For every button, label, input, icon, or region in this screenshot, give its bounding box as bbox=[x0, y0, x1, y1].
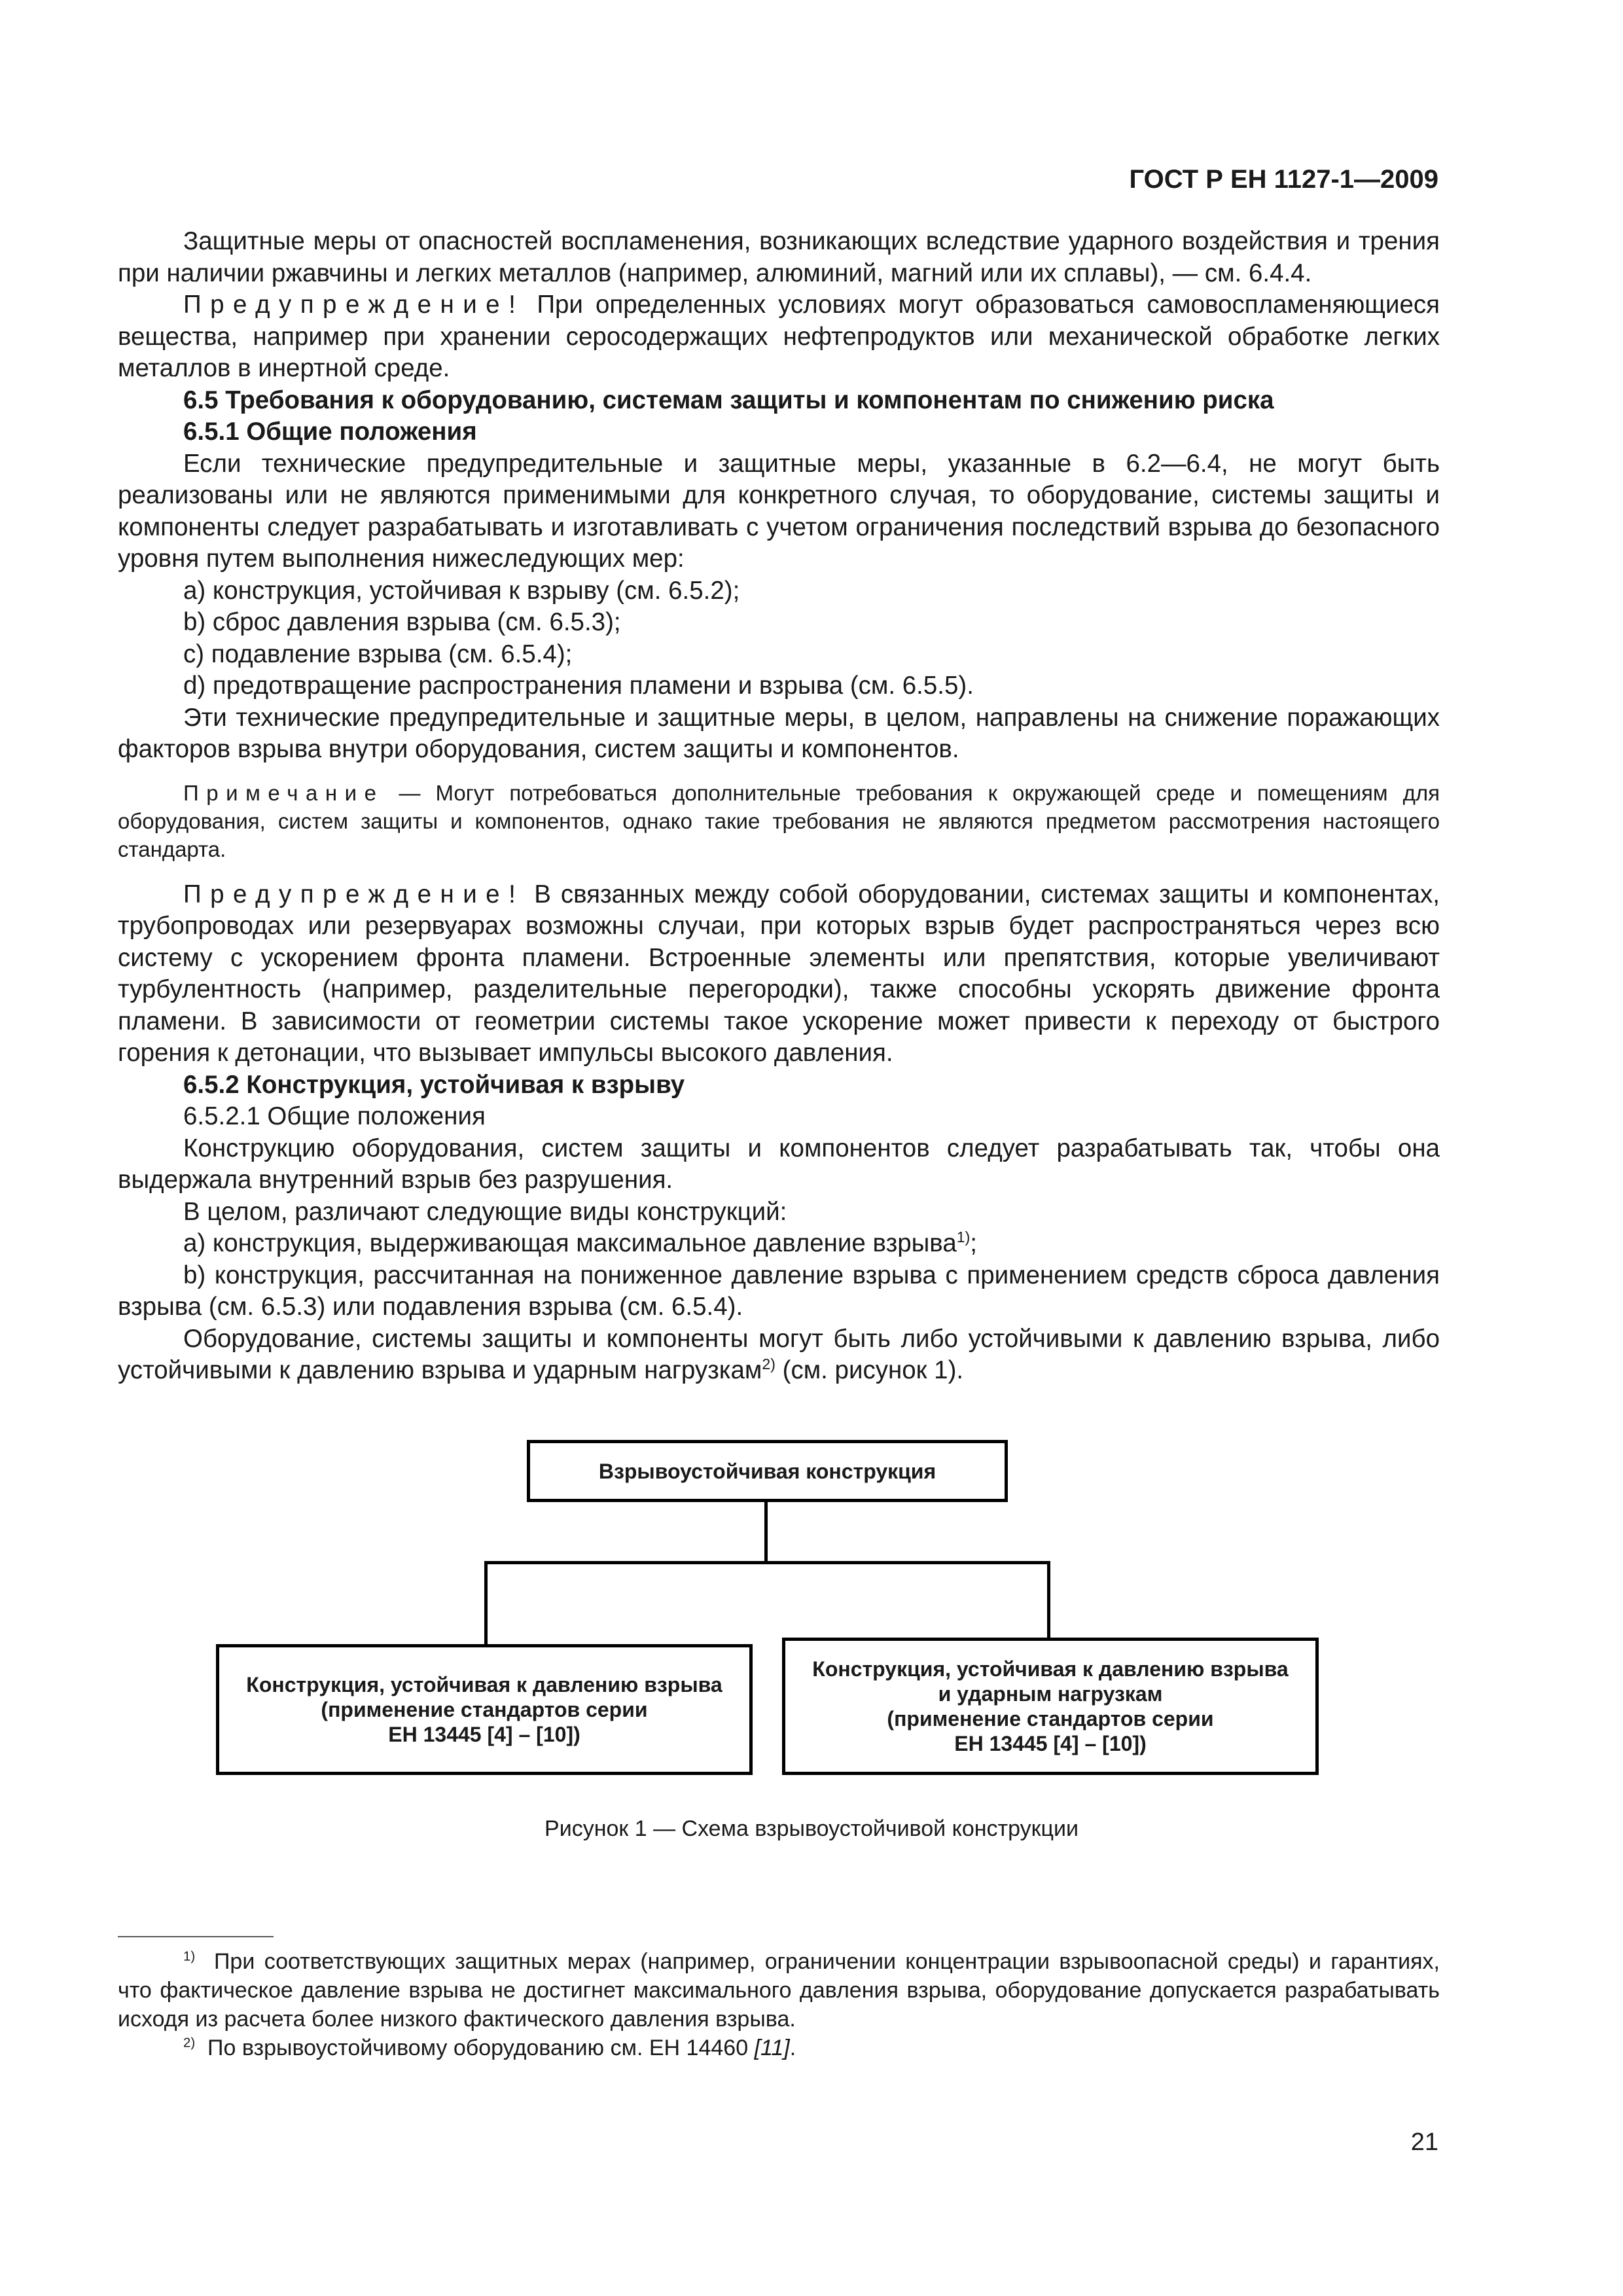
warning-text: В связанных между собой оборудовании, системах защиты и компонентах, трубопроводах или резервуарах возможны случаи, при которых взрыв будет распространяться через всю систему с ускорением фронта пламени. Встроенные элементы или препятствия, которые увеличивают турбулентность (например, разделительные перегородки), также способны ускорять движение фронта пламени. В зависимости от геометрии системы такое ускорение может привести к переходу от быстрого горения к детонации, что вызывает импульсы высокого давления. bbox=[118, 880, 1440, 1067]
diagram-top-box bbox=[527, 1440, 1008, 1502]
warning-paragraph bbox=[118, 879, 1440, 1069]
warning-label: Предупреждение! bbox=[183, 291, 525, 319]
diagram-left-label: Конструкция, устойчивая к давлению взрыва (применение стандартов серии ЕН 13445 [4] – [10]) bbox=[246, 1673, 722, 1746]
footnote-ref: 1) bbox=[956, 1229, 971, 1246]
list-item: d) предотвращение распространения пламени и взрыва (см. 6.5.5). bbox=[183, 672, 974, 700]
footnote-ref: 2) bbox=[762, 1355, 776, 1373]
footnote-text-end: . bbox=[789, 2036, 796, 2060]
document-body bbox=[118, 226, 1440, 1387]
list-item: c) подавление взрыва (см. 6.5.4); bbox=[183, 639, 573, 668]
note-paragraph bbox=[118, 779, 1440, 863]
footnote bbox=[118, 1947, 1440, 2034]
paragraph-text-end: (см. рисунок 1). bbox=[775, 1356, 964, 1384]
figure-caption: Рисунок 1 — Схема взрывоустойчивой конструкции bbox=[544, 1816, 1079, 1841]
section-heading: 6.5 Требования к оборудованию, системам защиты и компонентам по снижению риска bbox=[183, 386, 1274, 414]
warning-label: Предупреждение! bbox=[183, 880, 525, 908]
subsection-heading: 6.5.1 Общие положения bbox=[183, 418, 477, 446]
footnotes bbox=[118, 1947, 1440, 2062]
paragraph: Если технические предупредительные и защитные меры, указанные в 6.2—6.4, не могут быть реализованы или не являются применимыми для конкретного случая, то оборудование, системы защиты и компоненты следует разрабатывать и изготавливать с учетом ограничения последствий взрыва до безопасного уровня путем выполнения нижеследующих мер: bbox=[118, 449, 1440, 573]
warning-text: При определенных условиях могут образоваться самовоспламеняющиеся вещества, например при хранении серосодержащих нефтепродуктов или механической обработке легких металлов в инертной среде. bbox=[118, 291, 1440, 382]
footnote-text: По взрывоустойчивому оборудованию см. ЕН 14460 bbox=[207, 2036, 755, 2060]
note-label: Примечание bbox=[183, 780, 384, 805]
paragraph-text: Оборудование, системы защиты и компоненты могут быть либо устойчивыми к давлению взрыва, либо устойчивыми к давлению взрыва и ударным нагрузкам bbox=[118, 1324, 1440, 1384]
diagram-left-box bbox=[216, 1644, 753, 1775]
diagram-right-label: Конструкция, устойчивая к давлению взрыва и ударным нагрузкам (применение стандартов серии ЕН 13445 [4] – [10]) bbox=[812, 1657, 1289, 1755]
figure-diagram bbox=[0, 1440, 1623, 1780]
connector-line bbox=[764, 1502, 768, 1564]
footnote-mark: 2) bbox=[183, 2036, 196, 2051]
list-item bbox=[118, 1228, 1440, 1260]
note-text: — Могут потребоваться дополнительные требования к окружающей среде и помещениям для оборудования, систем защиты и компонентов, однако такие требования не являются предметом рассмотрения настоящего стандарта. bbox=[118, 780, 1440, 861]
footnote-separator bbox=[118, 1936, 274, 1937]
list-item-text: a) конструкция, выдерживающая максимальное давление взрыва bbox=[183, 1229, 957, 1257]
footnote-mark: 1) bbox=[183, 1949, 196, 1964]
paragraph: Эти технические предупредительные и защитные меры, в целом, направлены на снижение поражающих факторов взрыва внутри оборудования, систем защиты и компонентов. bbox=[118, 703, 1440, 763]
page-number: 21 bbox=[1410, 2128, 1438, 2156]
paragraph: Конструкцию оборудования, систем защиты и компонентов следует разрабатывать так, чтобы она выдержала внутренний взрыв без разрушения. bbox=[118, 1134, 1440, 1194]
connector-line bbox=[1047, 1561, 1050, 1640]
footnote-text: При соответствующих защитных мерах (например, ограничении концентрации взрывоопасной среды) и гарантиях, что фактическое давление взрыва не достигнет максимального давления взрыва, оборудование допускается разрабатывать исходя из расчета более низкого фактического давления взрыва. bbox=[118, 1949, 1440, 2032]
paragraph bbox=[118, 1323, 1440, 1387]
subsection-heading: 6.5.2 Конструкция, устойчивая к взрыву bbox=[183, 1070, 685, 1099]
list-item: b) сброс давления взрыва (см. 6.5.3); bbox=[183, 608, 621, 636]
diagram-right-box bbox=[782, 1638, 1319, 1775]
list-item: b) конструкция, рассчитанная на пониженное давление взрыва с применением средств сброса давления взрыва (см. 6.5.3) или подавления взрыва (см. 6.5.4). bbox=[118, 1261, 1440, 1321]
paragraph: Защитные меры от опасностей воспламенения, возникающих вследствие ударного воздействия и трения при наличии ржавчины и легких металлов (например, алюминий, магний или их сплавы), — см. 6.4.4. bbox=[118, 227, 1440, 287]
connector-line bbox=[484, 1561, 1050, 1564]
list-item-end: ; bbox=[970, 1229, 977, 1257]
list-item: a) конструкция, устойчивая к взрыву (см. 6.5.2); bbox=[183, 576, 740, 605]
subsubsection-heading: 6.5.2.1 Общие положения bbox=[183, 1102, 486, 1130]
diagram-top-label: Взрывоустойчивая конструкция bbox=[598, 1459, 936, 1483]
warning-paragraph bbox=[118, 289, 1440, 385]
connector-line bbox=[484, 1561, 488, 1646]
footnote-reference: [11] bbox=[754, 2036, 790, 2060]
paragraph: В целом, различают следующие виды конструкций: bbox=[183, 1197, 787, 1226]
document-number: ГОСТ Р ЕН 1127-1—2009 bbox=[1129, 165, 1438, 194]
footnote bbox=[118, 2034, 1440, 2062]
